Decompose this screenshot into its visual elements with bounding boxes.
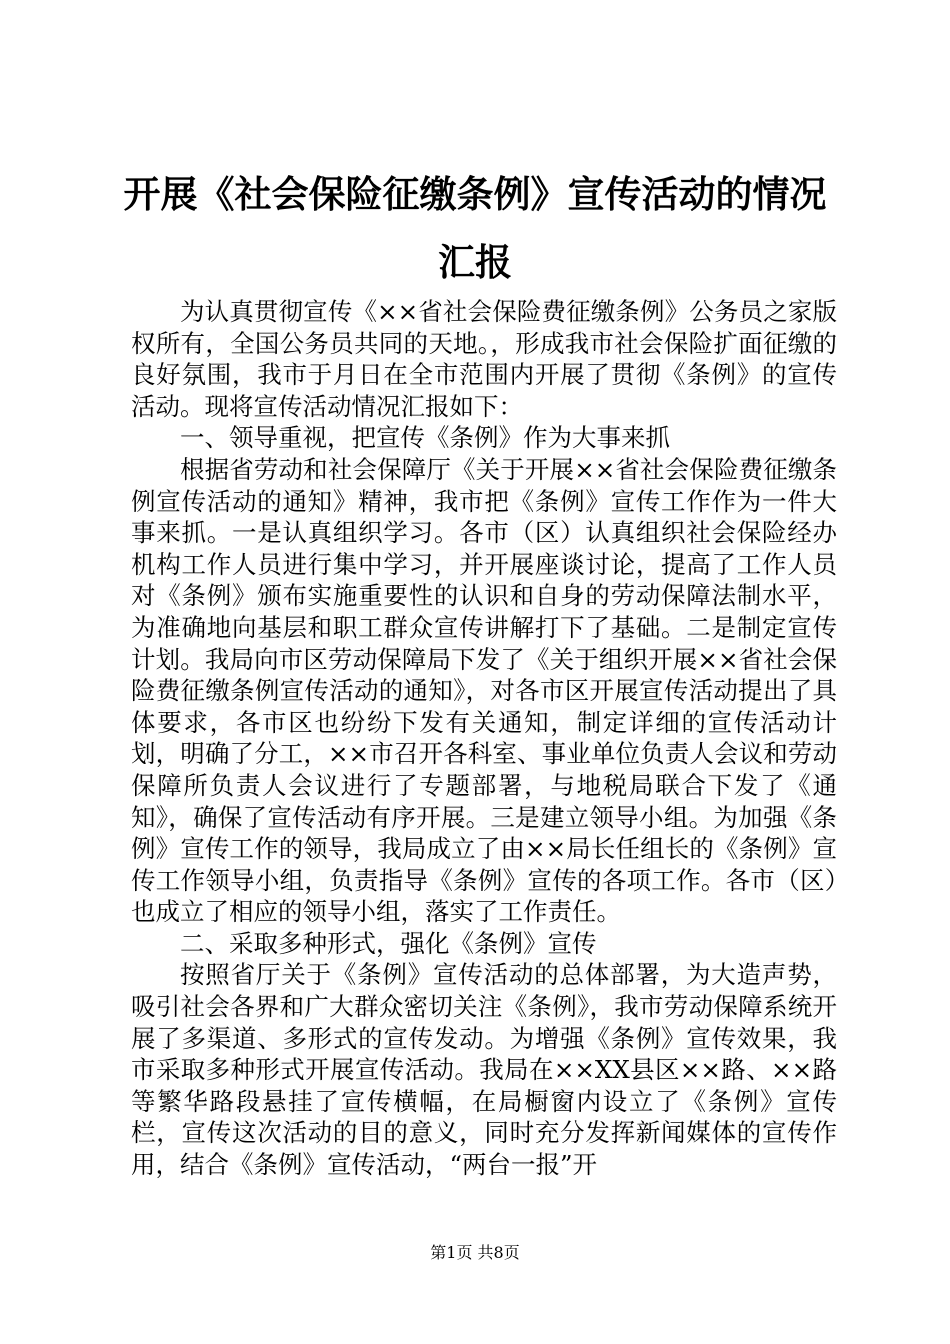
section-heading-2: 二、采取多种形式，强化《条例》宣传 xyxy=(180,928,597,958)
section-2-paragraph: 按照省厅关于《条例》宣传活动的总体部署，为大造声势，吸引社会各界和广大群众密切关注《条例》，我市劳动保障系统开展了多渠道、多形式的宣传发动。为增强《条例》宣传效果，我市采取多种形式开展宣传活动。我局在××XX县区××路、××路等繁华路段悬挂了宣传横幅，在局橱窗内设立了《条例》宣传栏，宣传这次活动的目的意义，同时充分发挥新闻媒体的宣传作用，结合《条例》宣传活动，“两台一报”开 xyxy=(131,960,837,1180)
section-heading-1: 一、领导重视，把宣传《条例》作为大事来抓 xyxy=(180,423,670,453)
page-footer: 第1页 共8页 xyxy=(430,1243,520,1262)
document-body xyxy=(131,296,837,1181)
section-1-paragraph: 根据省劳动和社会保障厅《关于开展××省社会保险费征缴条例宣传活动的通知》精神，我市把《条例》宣传工作作为一件大事来抓。一是认真组织学习。各市（区）认真组织社会保险经办机构工作人员进行集中学习，并开展座谈讨论，提高了工作人员对《条例》颁布实施重要性的认识和自身的劳动保障法制水平，为准确地向基层和职工群众宣传讲解打下了基础。二是制定宣传计划。我局向市区劳动保障局下发了《关于组织开展××省社会保险费征缴条例宣传活动的通知》，对各市区开展宣传活动提出了具体要求，各市区也纷纷下发有关通知，制定详细的宣传活动计划，明确了分工，××市召开各科室、事业单位负责人会议和劳动保障所负责人会议进行了专题部署，与地税局联合下发了《通知》，确保了宣传活动有序开展。三是建立领导小组。为加强《条例》宣传工作的领导，我局成立了由××局长任组长的《条例》宣传工作领导小组，负责指导《条例》宣传的各项工作。各市（区）也成立了相应的领导小组，落实了工作责任。 xyxy=(131,454,837,927)
intro-paragraph: 为认真贯彻宣传《××省社会保险费征缴条例》公务员之家版权所有，全国公务员共同的天地。，形成我市社会保险扩面征缴的良好氛围，我市于月日在全市范围内开展了贯彻《条例》的宣传活动。现将宣传活动情况汇报如下： xyxy=(131,297,837,421)
document-title: 开展《社会保险征缴条例》宣传活动的情况汇报 xyxy=(123,172,827,284)
